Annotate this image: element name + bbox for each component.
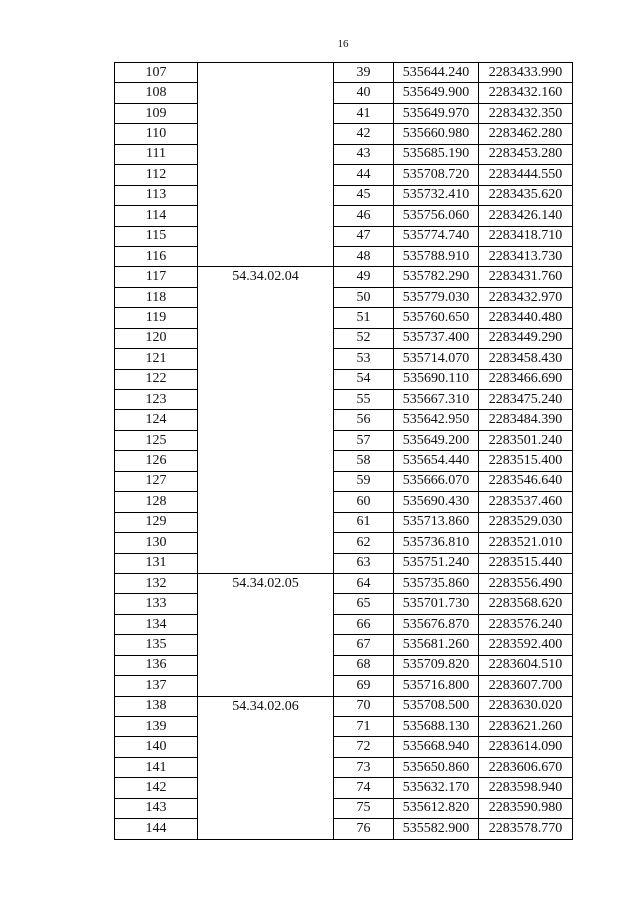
- table-row: [115, 655, 573, 675]
- row-index-cell: 133: [115, 594, 198, 614]
- x-coordinate-cell: 535649.900: [394, 83, 479, 103]
- y-coordinate-cell: 2283435.620: [479, 185, 573, 205]
- table-row: [115, 492, 573, 512]
- y-coordinate-cell: 2283576.240: [479, 614, 573, 634]
- table-row: [115, 206, 573, 226]
- row-index-cell: 144: [115, 819, 198, 839]
- x-coordinate-cell: 535654.440: [394, 451, 479, 471]
- x-coordinate-cell: 535701.730: [394, 594, 479, 614]
- point-number-cell: 51: [334, 308, 394, 328]
- y-coordinate-cell: 2283501.240: [479, 430, 573, 450]
- table-row: [115, 390, 573, 410]
- point-number-cell: 69: [334, 676, 394, 696]
- row-index-cell: 139: [115, 717, 198, 737]
- point-number-cell: 59: [334, 471, 394, 491]
- x-coordinate-cell: 535688.130: [394, 717, 479, 737]
- table-row: [115, 83, 573, 103]
- y-coordinate-cell: 2283413.730: [479, 246, 573, 266]
- y-coordinate-cell: 2283529.030: [479, 512, 573, 532]
- x-coordinate-cell: 535774.740: [394, 226, 479, 246]
- x-coordinate-cell: 535681.260: [394, 635, 479, 655]
- point-number-cell: 58: [334, 451, 394, 471]
- x-coordinate-cell: 535644.240: [394, 63, 479, 83]
- table-row: [115, 778, 573, 798]
- row-index-cell: 122: [115, 369, 198, 389]
- table-row: [115, 103, 573, 123]
- table-row: [115, 553, 573, 573]
- y-coordinate-cell: 2283466.690: [479, 369, 573, 389]
- y-coordinate-cell: 2283449.290: [479, 328, 573, 348]
- point-number-cell: 52: [334, 328, 394, 348]
- y-coordinate-cell: 2283440.480: [479, 308, 573, 328]
- parcel-code-cell: [198, 63, 334, 267]
- table-row: [115, 676, 573, 696]
- table-row: [115, 819, 573, 839]
- x-coordinate-cell: 535751.240: [394, 553, 479, 573]
- row-index-cell: 123: [115, 390, 198, 410]
- point-number-cell: 65: [334, 594, 394, 614]
- y-coordinate-cell: 2283515.400: [479, 451, 573, 471]
- point-number-cell: 41: [334, 103, 394, 123]
- x-coordinate-cell: 535676.870: [394, 614, 479, 634]
- point-number-cell: 64: [334, 573, 394, 593]
- table-row: [115, 430, 573, 450]
- x-coordinate-cell: 535650.860: [394, 757, 479, 777]
- point-number-cell: 72: [334, 737, 394, 757]
- row-index-cell: 107: [115, 63, 198, 83]
- x-coordinate-cell: 535632.170: [394, 778, 479, 798]
- row-index-cell: 143: [115, 798, 198, 818]
- x-coordinate-cell: 535690.430: [394, 492, 479, 512]
- table-row: [115, 144, 573, 164]
- y-coordinate-cell: 2283432.160: [479, 83, 573, 103]
- row-index-cell: 117: [115, 267, 198, 287]
- row-index-cell: 124: [115, 410, 198, 430]
- row-index-cell: 111: [115, 144, 198, 164]
- parcel-code-cell: 54.34.02.04: [198, 267, 334, 574]
- x-coordinate-cell: 535690.110: [394, 369, 479, 389]
- y-coordinate-cell: 2283604.510: [479, 655, 573, 675]
- y-coordinate-cell: 2283614.090: [479, 737, 573, 757]
- point-number-cell: 62: [334, 533, 394, 553]
- point-number-cell: 68: [334, 655, 394, 675]
- row-index-cell: 109: [115, 103, 198, 123]
- row-index-cell: 134: [115, 614, 198, 634]
- x-coordinate-cell: 535779.030: [394, 287, 479, 307]
- table-row: [115, 165, 573, 185]
- point-number-cell: 50: [334, 287, 394, 307]
- y-coordinate-cell: 2283462.280: [479, 124, 573, 144]
- table-row: [115, 451, 573, 471]
- row-index-cell: 136: [115, 655, 198, 675]
- point-number-cell: 70: [334, 696, 394, 716]
- y-coordinate-cell: 2283607.700: [479, 676, 573, 696]
- row-index-cell: 127: [115, 471, 198, 491]
- row-index-cell: 132: [115, 573, 198, 593]
- point-number-cell: 60: [334, 492, 394, 512]
- x-coordinate-cell: 535666.070: [394, 471, 479, 491]
- row-index-cell: 128: [115, 492, 198, 512]
- table-row: [115, 63, 573, 83]
- x-coordinate-cell: 535788.910: [394, 246, 479, 266]
- point-number-cell: 74: [334, 778, 394, 798]
- row-index-cell: 129: [115, 512, 198, 532]
- x-coordinate-cell: 535782.290: [394, 267, 479, 287]
- point-number-cell: 57: [334, 430, 394, 450]
- table-row: [115, 757, 573, 777]
- x-coordinate-cell: 535667.310: [394, 390, 479, 410]
- x-coordinate-cell: 535709.820: [394, 655, 479, 675]
- table-row: [115, 410, 573, 430]
- x-coordinate-cell: 535649.970: [394, 103, 479, 123]
- y-coordinate-cell: 2283453.280: [479, 144, 573, 164]
- x-coordinate-cell: 535716.800: [394, 676, 479, 696]
- x-coordinate-cell: 535735.860: [394, 573, 479, 593]
- x-coordinate-cell: 535713.860: [394, 512, 479, 532]
- x-coordinate-cell: 535737.400: [394, 328, 479, 348]
- x-coordinate-cell: 535708.500: [394, 696, 479, 716]
- point-number-cell: 46: [334, 206, 394, 226]
- table-row: [115, 287, 573, 307]
- row-index-cell: 118: [115, 287, 198, 307]
- page-number: 16: [337, 38, 349, 50]
- point-number-cell: 56: [334, 410, 394, 430]
- y-coordinate-cell: 2283484.390: [479, 410, 573, 430]
- point-number-cell: 66: [334, 614, 394, 634]
- y-coordinate-cell: 2283418.710: [479, 226, 573, 246]
- y-coordinate-cell: 2283515.440: [479, 553, 573, 573]
- coordinates-table-body: [115, 63, 573, 840]
- x-coordinate-cell: 535736.810: [394, 533, 479, 553]
- row-index-cell: 114: [115, 206, 198, 226]
- row-index-cell: 113: [115, 185, 198, 205]
- table-row: [115, 573, 573, 593]
- point-number-cell: 39: [334, 63, 394, 83]
- x-coordinate-cell: 535760.650: [394, 308, 479, 328]
- y-coordinate-cell: 2283475.240: [479, 390, 573, 410]
- row-index-cell: 141: [115, 757, 198, 777]
- table-row: [115, 328, 573, 348]
- y-coordinate-cell: 2283606.670: [479, 757, 573, 777]
- row-index-cell: 108: [115, 83, 198, 103]
- point-number-cell: 71: [334, 717, 394, 737]
- y-coordinate-cell: 2283578.770: [479, 819, 573, 839]
- row-index-cell: 115: [115, 226, 198, 246]
- row-index-cell: 135: [115, 635, 198, 655]
- table-row: [115, 471, 573, 491]
- y-coordinate-cell: 2283458.430: [479, 349, 573, 369]
- row-index-cell: 116: [115, 246, 198, 266]
- point-number-cell: 42: [334, 124, 394, 144]
- y-coordinate-cell: 2283598.940: [479, 778, 573, 798]
- y-coordinate-cell: 2283521.010: [479, 533, 573, 553]
- row-index-cell: 120: [115, 328, 198, 348]
- point-number-cell: 49: [334, 267, 394, 287]
- x-coordinate-cell: 535668.940: [394, 737, 479, 757]
- table-row: [115, 594, 573, 614]
- point-number-cell: 73: [334, 757, 394, 777]
- table-row: [115, 512, 573, 532]
- y-coordinate-cell: 2283546.640: [479, 471, 573, 491]
- y-coordinate-cell: 2283432.970: [479, 287, 573, 307]
- point-number-cell: 45: [334, 185, 394, 205]
- x-coordinate-cell: 535612.820: [394, 798, 479, 818]
- point-number-cell: 76: [334, 819, 394, 839]
- table-row: [115, 635, 573, 655]
- row-index-cell: 112: [115, 165, 198, 185]
- y-coordinate-cell: 2283556.490: [479, 573, 573, 593]
- x-coordinate-cell: 535714.070: [394, 349, 479, 369]
- point-number-cell: 44: [334, 165, 394, 185]
- table-row: [115, 533, 573, 553]
- point-number-cell: 47: [334, 226, 394, 246]
- x-coordinate-cell: 535685.190: [394, 144, 479, 164]
- table-row: [115, 226, 573, 246]
- table-row: [115, 308, 573, 328]
- y-coordinate-cell: 2283426.140: [479, 206, 573, 226]
- y-coordinate-cell: 2283433.990: [479, 63, 573, 83]
- table-row: [115, 246, 573, 266]
- row-index-cell: 131: [115, 553, 198, 573]
- y-coordinate-cell: 2283592.400: [479, 635, 573, 655]
- table-row: [115, 349, 573, 369]
- row-index-cell: 138: [115, 696, 198, 716]
- table-row: [115, 717, 573, 737]
- y-coordinate-cell: 2283537.460: [479, 492, 573, 512]
- y-coordinate-cell: 2283590.980: [479, 798, 573, 818]
- x-coordinate-cell: 535732.410: [394, 185, 479, 205]
- table-row: [115, 185, 573, 205]
- point-number-cell: 55: [334, 390, 394, 410]
- point-number-cell: 54: [334, 369, 394, 389]
- table-row: [115, 369, 573, 389]
- y-coordinate-cell: 2283444.550: [479, 165, 573, 185]
- x-coordinate-cell: 535708.720: [394, 165, 479, 185]
- point-number-cell: 48: [334, 246, 394, 266]
- parcel-code-cell: 54.34.02.06: [198, 696, 334, 839]
- point-number-cell: 61: [334, 512, 394, 532]
- table-row: [115, 737, 573, 757]
- table-row: [115, 696, 573, 716]
- point-number-cell: 40: [334, 83, 394, 103]
- point-number-cell: 63: [334, 553, 394, 573]
- table-row: [115, 614, 573, 634]
- x-coordinate-cell: 535642.950: [394, 410, 479, 430]
- parcel-code-cell: 54.34.02.05: [198, 573, 334, 696]
- row-index-cell: 137: [115, 676, 198, 696]
- point-number-cell: 43: [334, 144, 394, 164]
- row-index-cell: 126: [115, 451, 198, 471]
- row-index-cell: 125: [115, 430, 198, 450]
- row-index-cell: 110: [115, 124, 198, 144]
- y-coordinate-cell: 2283568.620: [479, 594, 573, 614]
- y-coordinate-cell: 2283432.350: [479, 103, 573, 123]
- x-coordinate-cell: 535649.200: [394, 430, 479, 450]
- row-index-cell: 140: [115, 737, 198, 757]
- x-coordinate-cell: 535582.900: [394, 819, 479, 839]
- y-coordinate-cell: 2283630.020: [479, 696, 573, 716]
- table-row: [115, 124, 573, 144]
- table-row: [115, 798, 573, 818]
- coordinates-table: [114, 62, 573, 840]
- point-number-cell: 67: [334, 635, 394, 655]
- row-index-cell: 130: [115, 533, 198, 553]
- point-number-cell: 53: [334, 349, 394, 369]
- y-coordinate-cell: 2283431.760: [479, 267, 573, 287]
- point-number-cell: 75: [334, 798, 394, 818]
- row-index-cell: 119: [115, 308, 198, 328]
- row-index-cell: 121: [115, 349, 198, 369]
- row-index-cell: 142: [115, 778, 198, 798]
- y-coordinate-cell: 2283621.260: [479, 717, 573, 737]
- table-row: [115, 267, 573, 287]
- x-coordinate-cell: 535756.060: [394, 206, 479, 226]
- x-coordinate-cell: 535660.980: [394, 124, 479, 144]
